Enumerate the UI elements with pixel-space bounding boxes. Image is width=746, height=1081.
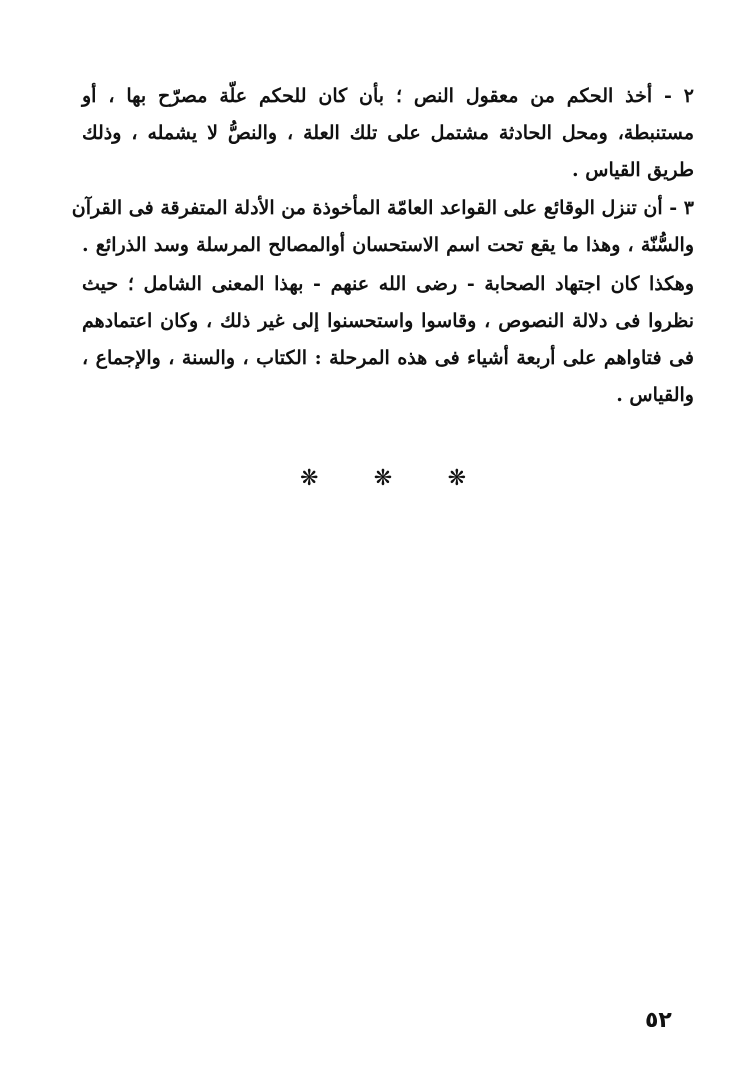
asterism-star-icon: ❋ [373, 466, 393, 491]
paragraph-line: والسُّنّة ، وهذا ما يقع تحت اسم الاستحسان أوالمصالح المرسلة وسد الذرائع . [82, 234, 694, 256]
asterism-star-icon: ❋ [447, 466, 466, 491]
paragraph-line: وهكذا كان اجتهاد الصحابة - رضى الله عنهم - بهذا المعنى الشامل ؛ حيث [82, 273, 694, 295]
paragraph-line: والقياس . [616, 384, 694, 406]
paragraph-istihsan [71, 190, 694, 264]
page-number: ٥٢ [645, 1008, 672, 1033]
paragraph-line: ٣ - أن تنزل الوقائع على القواعد العامّة المأخوذة من الأدلة المتفرقة فى القرآن [71, 197, 694, 219]
paragraph-qiyas [82, 78, 694, 189]
paragraph-line: فى فتاواهم على أربعة أشياء فى هذه المرحلة : الكتاب ، والسنة ، والإجماع ، [82, 347, 694, 369]
paragraph-sahaba-ijtihad [82, 266, 694, 414]
asterism-star-icon: ❋ [300, 466, 319, 491]
paragraph-line: ٢ - أخذ الحكم من معقول النص ؛ بأن كان للحكم علّة مصرّح بها ، أو [82, 85, 694, 107]
section-separator [300, 468, 466, 490]
paragraph-line: مستنبطة، ومحل الحادثة مشتمل على تلك العلة ، والنصُّ لا يشمله ، وذلك [82, 122, 694, 144]
paragraph-line: نظروا فى دلالة النصوص ، وقاسوا واستحسنوا إلى غير ذلك ، وكان اعتمادهم [82, 310, 694, 332]
paragraph-line: طريق القياس . [572, 159, 694, 181]
